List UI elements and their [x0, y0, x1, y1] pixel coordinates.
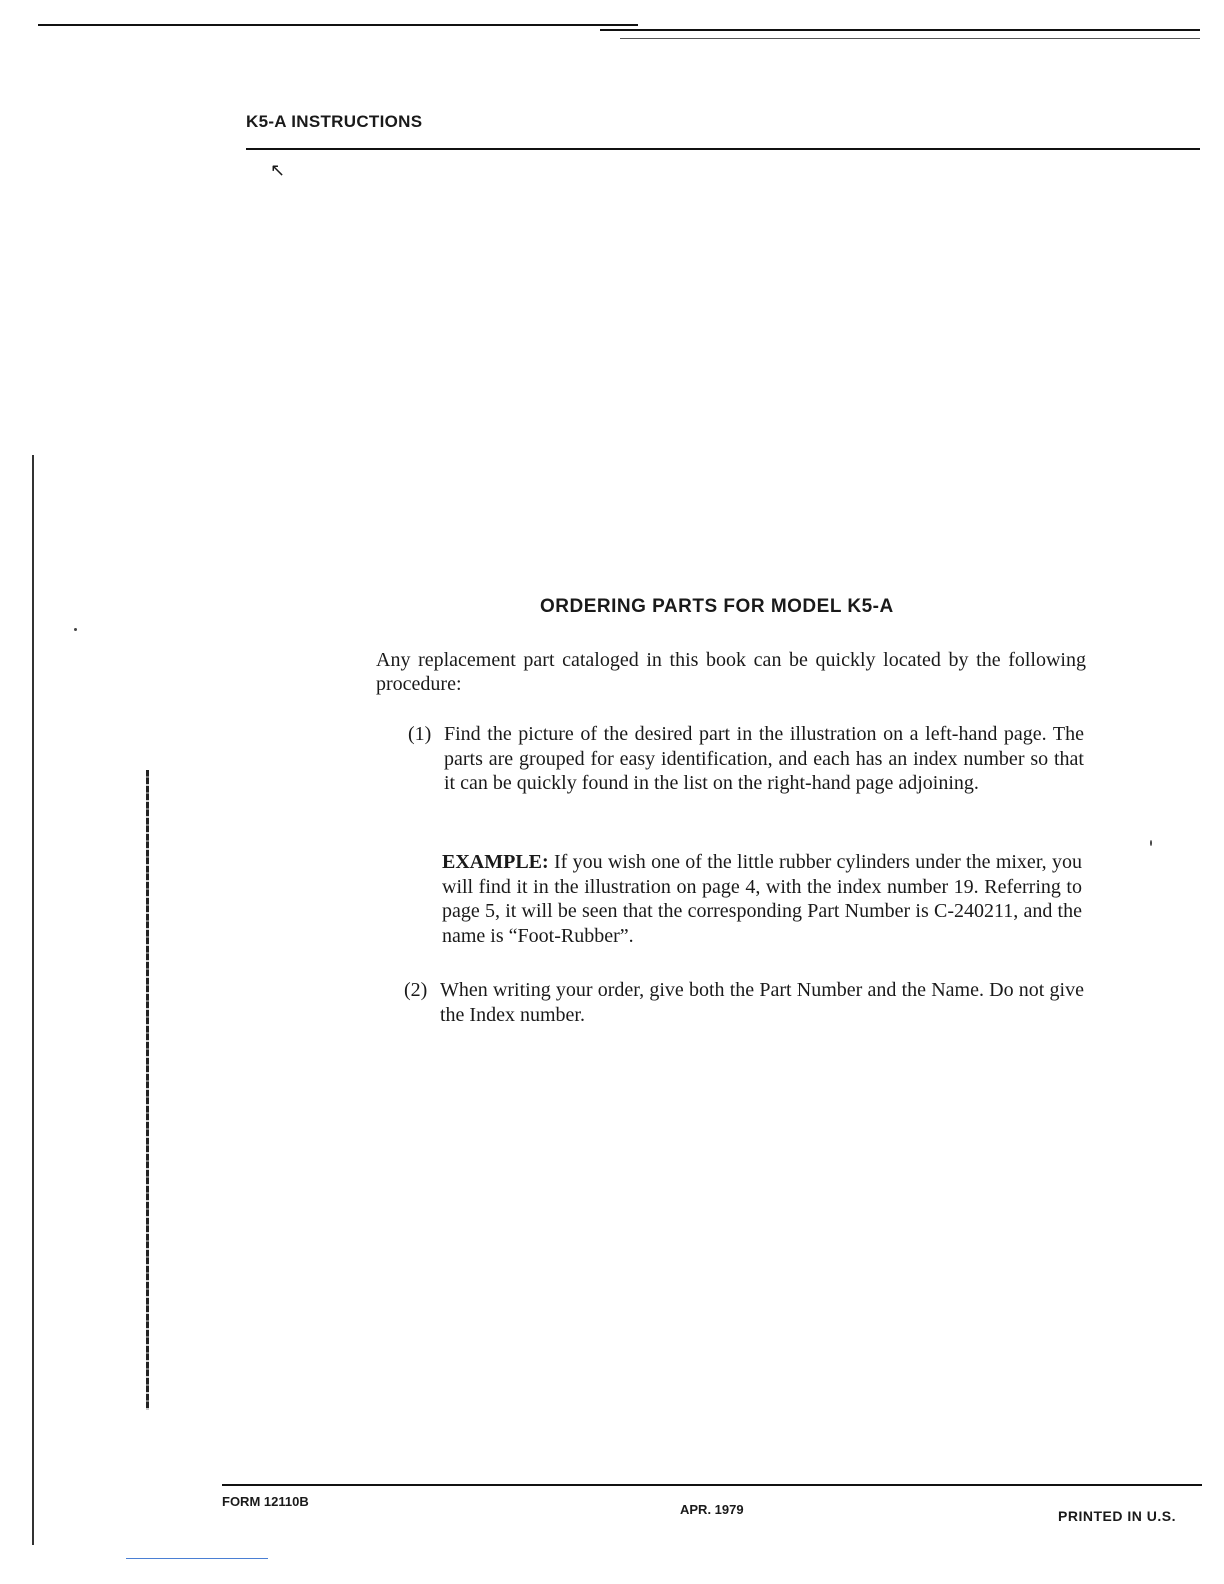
example-label: EXAMPLE: — [442, 851, 549, 873]
footer-form-number: FORM 12110B — [222, 1494, 309, 1509]
page-edge-line — [32, 455, 34, 1545]
intro-paragraph: Any replacement part cataloged in this book can be quickly located by the following procedure: — [376, 649, 1086, 695]
example-paragraph — [442, 850, 1082, 948]
top-rule — [600, 29, 1200, 31]
pen-mark: ↖ — [270, 160, 286, 181]
step-number: (2) — [404, 979, 428, 1001]
step-text: Find the picture of the desired part in the illustration on a left-hand page. The parts are grouped for easy identification, and each has an index number so that it can be quickly found in the list on the right-hand page adjoining. — [444, 723, 1084, 794]
section-title: ORDERING PARTS FOR MODEL K5-A — [540, 596, 894, 617]
step-item — [408, 722, 1084, 796]
step-item — [404, 978, 1084, 1027]
binding-edge — [146, 770, 149, 1410]
header-rule — [246, 148, 1200, 150]
step-number: (1) — [408, 723, 432, 745]
page-header-title: K5-A INSTRUCTIONS — [246, 112, 423, 131]
step-text: When writing your order, give both the Part Number and the Name. Do not give the Index number. — [440, 979, 1084, 1026]
scan-speck — [1150, 840, 1152, 846]
footer-date: APR. 1979 — [680, 1502, 744, 1517]
bottom-line — [126, 1558, 268, 1559]
footer-printed: PRINTED IN U.S. — [1058, 1508, 1176, 1524]
example-text: If you wish one of the little rubber cylinders under the mixer, you will find it in the illustration on page 4, with the index number 19. Referring to page 5, it will be seen that the corresponding Part Number is C-240211, and the name is “Foot-Rubber”. — [442, 851, 1082, 947]
footer-rule — [222, 1484, 1202, 1486]
top-rule — [38, 24, 638, 26]
scan-speck — [74, 628, 77, 631]
top-rule — [620, 38, 1200, 39]
